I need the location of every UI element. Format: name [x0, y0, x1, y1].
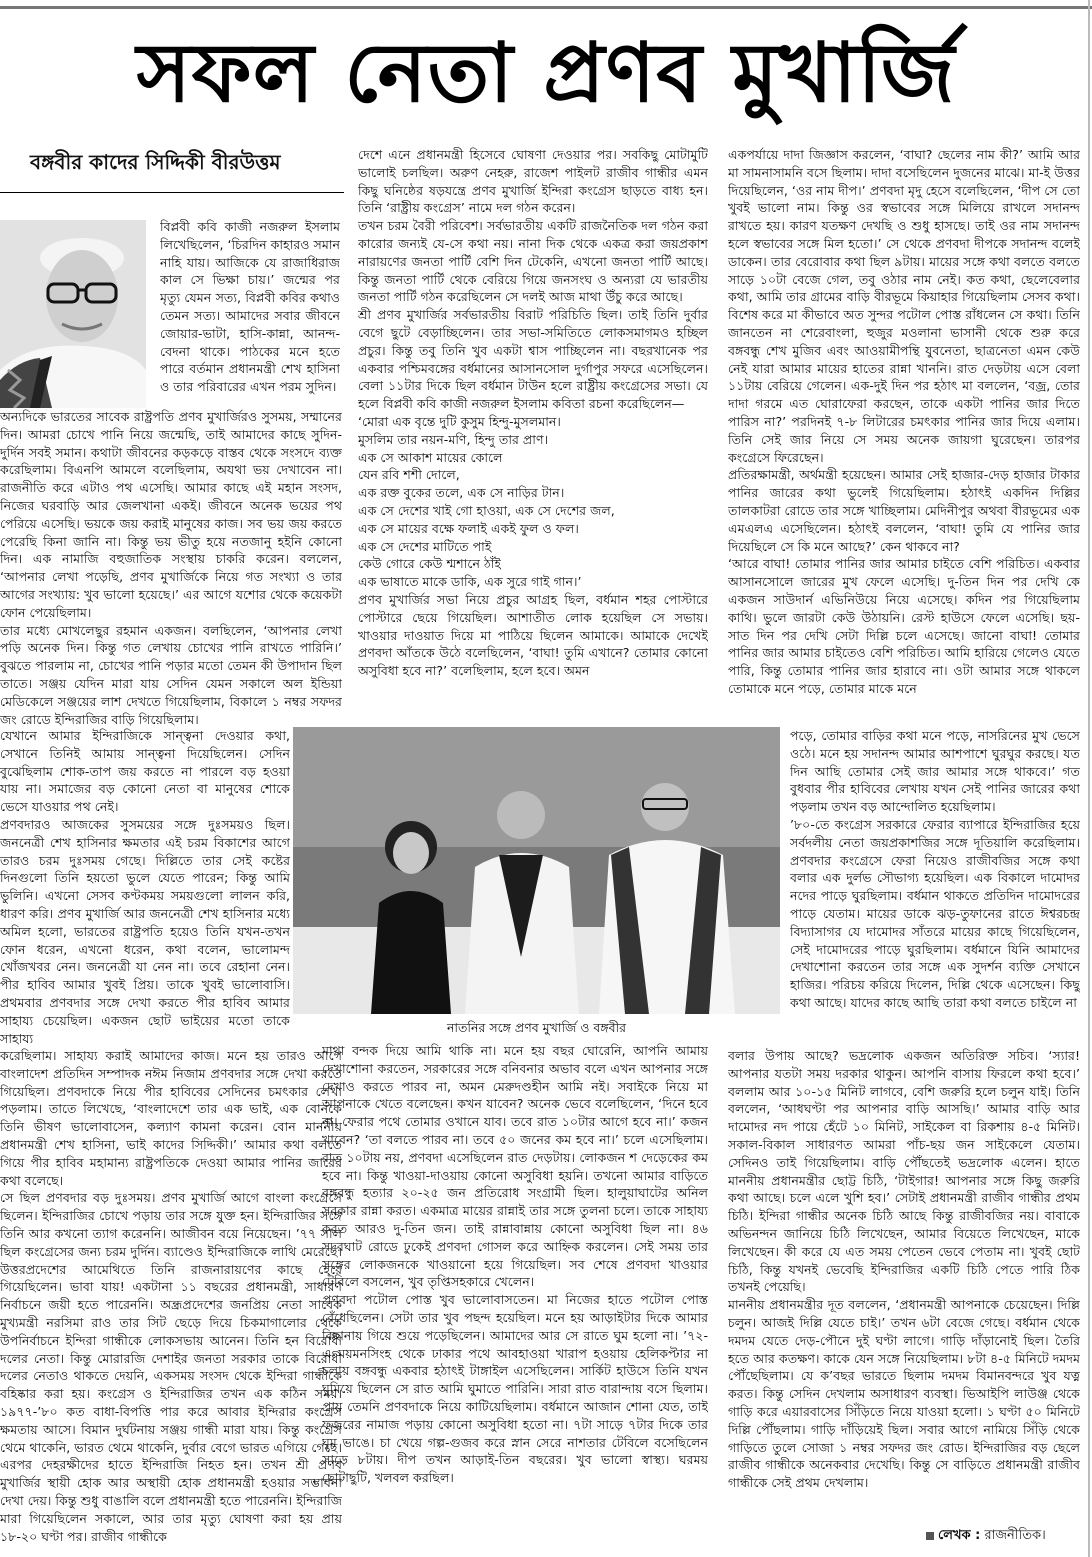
paragraph: মাথা বন্দক দিয়ে আমি থাকি না। মনে হয় বছর ঘোরেনি, আপনি আমায় দেখাশোনা করতেন, সরকারের সঙ্গে বনিবনার অভাব বলে এখন আপনার সঙ্গে দেখাও করতে পারব না, অমন মেরুদণ্ডহীন আমি নই। সবাইকে নিয়ে মা আপনাকে খেতে বলেছেন। কখন যাবেন? অনেক ভেবে বলেছিলেন, ‘দিনে হবে না। ফেরার পথে তোমার ওখানে যাব। তবে রাত ১০টার আগে হবে না।’ কজন খাবেন? ‘তা বলতে পারব না। তবে ৫০ জনের কম হবে না।’ চলে এসেছিলাম। রাত ১০টায় নয়, প্রণবদা এসেছিলেন রাত দেড়টায়। লোকজন শ দেড়েকের কম হবে না। কিন্তু খাওয়া-দাওয়ায় কোনো অসুবিধা হয়নি। তখনো আমার বাড়িতে বঙ্গবন্ধু হত্যার ২০-২৫ জন প্রতিরোধ সংগ্রামী ছিল। হালুয়াঘাটের অনিল সরকার রান্না করত। একমাত্র মায়ের রান্নাই তার সঙ্গে তুলনা চলে। তাকে সাহায্য করত আরও দু-তিন জন। তাই রান্নাবান্নায় কোনো অসুবিধা ছিল না। ৪৬ সদরঘাট রোডে ঢুকেই প্রণবদা গোসল করে আহ্নিক করলেন। সেই সময় তার সঙ্গের লোকজনকে খাওয়ানো হয়ে গিয়েছিল। সব শেষে প্রণবদা খাওয়ার টেবিলে বসলেন, খুব তৃপ্তিসহকারে খেলেন।: [322, 1043, 708, 1290]
poem-line: এক রক্ত বুকের তলে, এক সে নাড়ির টান।: [358, 485, 565, 501]
column-1-middle: [0, 727, 290, 1047]
paragraph: প্রণবদা পটোল পোস্ত খুব ভালোবাসতেন। মা নিজের হাতে পটোল পোস্ত রেঁধেছিলেন। সেটা তার খুব পছন্দ হয়েছিল। মনে হয় আড়াইটার দিকে আমার বিছানায় গিয়ে শুয়ে পড়েছিলেন। আমাদের আর সে রাতে ঘুম হলো না। ’৭২-এ ময়মনসিংহ থেকে ঢাকার পথে আবহাওয়া খারাপ হওয়ায় হেলিকপ্টার না চলায় বঙ্গবন্ধু একবার হঠাৎই টাঙ্গাইল এসেছিলেন। সার্কিট হাউসে তিনি যখন ঘুমিয়ে ছিলেন সে রাত আমি ঘুমাতে পারিনি। সারা রাত বারান্দায় বসে ছিলাম। প্রায় তেমনি প্রণবদাকে নিয়ে কাটিয়েছিলাম। বর্ধমানে আজান শোনা যেত, তাই ফজরের নামাজ পড়ায় কোনো অসুবিধা হতো না। ৭টা সাড়ে ৭টার দিকে তার ঘুম ভাঙে। চা খেয়ে গল্প-গুজব করে স্নান সেরে নাশতার টেবিলে বসেছিলেন সাড়ে ৮টায়। দীপ তখন আড়াই-তিন বছরের। খুব ভালো স্বাস্থ্য। ঘরময় ছোটাছুটি, খলবল করছিল।: [322, 1292, 708, 1486]
poem-line: এক ভাষাতে মাকে ডাকি, এক সুরে গাই গান।’: [358, 574, 582, 590]
poem-line: কেউ গোরে কেউ শ্মশানে ঠাঁই: [358, 556, 501, 572]
paragraph: বলার উপায় আছে? ভদ্রলোক একজন অতিরিক্ত সচিব। ‘স্যার! আপনার যতটা সময় দরকার থাকুন। আপনি বাসায় ফিরলে কথা হবে।’ বললাম আর ১০-১৫ মিনিট লাগবে, বেশি জরুরি হলে চলুন যাই। তিনি বললেন, ‘আধঘণ্টা পর আপনার বাড়ি আসছি।’ আমার বাড়ি আর দামোদর নদ পায়ে হেঁটে ১০ মিনিট, সাইকেল বা রিকশায় ৪-৫ মিনিট। সকাল-বিকাল সাধারণত আমরা পাঁচ-ছয় জন সাইকেলে যেতাম। সেদিনও তাই গিয়েছিলাম। বাড়ি পৌঁছতেই ভদ্রলোক এলেন। হাতে মাননীয় প্রধানমন্ত্রীর ছোট্ট চিঠি, ‘টাইগার! আপনার সঙ্গে কিছু জরুরি কথা আছে। চলে এলে খুশি হব।’ সেটাই প্রধানমন্ত্রী রাজীব গান্ধীর প্রথম চিঠি। ইন্দিরা গান্ধীর অনেক চিঠি আছে কিন্তু রাজীবজির নয়। বাবাকে অভিনন্দন জানিয়ে চিঠি লিখেছেন, আমার বিয়েতে লিখেছেন, মাকে লিখেছেন। কী করে যে এত সময় পেতেন ভেবে পেতাম না। খুবই ছোট চিঠি, কিন্তু যখনই ভেবেছি ইন্দিরাজির একটি চিঠি পেতে পারি ঠিক তখনই পেয়েছি।: [728, 1048, 1080, 1295]
portrait-illustration: [0, 220, 146, 408]
right-edge-rule: [1088, 0, 1090, 1557]
author-credit-label: লেখক :: [938, 1528, 981, 1543]
photo-caption: নাতনির সঙ্গে প্রণব মুখার্জি ও বঙ্গবীর: [446, 1020, 627, 1035]
paragraph: প্রণব মুখার্জির সভা নিয়ে প্রচুর আগ্রহ ছিল, বর্ধমান শহর পোস্টারে পোস্টারে ছেয়ে গিয়েছিল। আশাতীত লোক হয়েছিল সে সভায়। খাওয়ার দাওয়াত দিয়ে মা পাঠিয়ে ছিলেন আমাকে। আমাকে দেখেই প্রণবদা আঁতকে উঠে বলেছিলেন, ‘বাঘা! তুমি এখানে? তোমার কোনো অসুবিধা হবে না?’ বলেছিলাম, হলে হবে। অমন: [358, 591, 708, 679]
column-2-top: [358, 146, 708, 726]
poem-line: এক সে মায়ের বক্ষে ফলাই একই ফুল ও ফল।: [358, 520, 579, 536]
column-1-top: [0, 408, 342, 728]
paragraph: দেশে এনে প্রধানমন্ত্রী হিসেবে ঘোষণা দেওয়ার পর। সবকিছু মোটামুটি ভালোই চলছিল। অরুণ নেহরু, রাজেশ পাইলট রাজীব গান্ধীর এমন কিছু ঘনিষ্ঠের ষড়যন্ত্রে প্রণব মুখার্জি ইন্দিরা কংগ্রেস ছাড়তে বাধ্য হন। তিনি ‘রাষ্ট্রীয় কংগ্রেস’ নামে দল গঠন করেন।: [358, 147, 708, 216]
paragraph: অন্যদিকে ভারতের সাবেক রাষ্ট্রপতি প্রণব মুখার্জিরও সুসময়, সম্মানের দিন। আমরা চোখে পানি নিয়ে জন্মেছি, তাই আমাদের কাছে সুদিন-দুর্দিন সবই সমান। কথাটা জীবনের কড়কড়ে বাস্তব থেকে সংসদে ব্যক্ত করেছিলাম। বিএনপি আমলে বলেছিলাম, অযথা ভয় দেখাবেন না। রাজনীতি করে এটাও পথ এসেছি। আমার কাছে এই মহান সংসদ, নিজের ঘরবাড়ি আর জেলখানা একই। জীবনে অনেক ভয়ের পথ পেরিয়ে এসেছি। ভয়কে জয় করাই মানুষের কাজ। সব ভয় জয় করতে পেরেছি কিনা জানি না। কিন্তু ভয় ভীতু হয়ে নতজানু হইনি কোনো দিন। এক নামাজি বহুজাতিক সংস্থায় চাকরি করেন। বললেন, ‘আপনার লেখা পড়েছি, প্রণব মুখার্জিকে নিয়ে গত সংখ্যা ও তার আগের সংখ্যায়: খুব ভালো হয়েছে।’ এর আগে যশোর থেকে কয়েকটা ফোন পেয়েছিলাম।: [0, 409, 342, 620]
group-photo-illustration: [293, 727, 780, 1014]
group-photo: [293, 727, 780, 1014]
column-3-bottom: [728, 1047, 1080, 1519]
paragraph: ‘আরে বাঘা! তোমার পানির জার আমার চাইতে বেশি পরিচিত। একবার আসানসোলে জারের মুখ ফেলে এসেছি। দু-তিন দিন পর দেখি কে একজন সাউদার্ন এভিনিউয়ে নিয়ে এসেছে। কদিন পর গিয়েছিলাম কাথি। ভুলে জারটা কেউ উঠায়নি। রেস্ট হাউসে ফেলে এসেছি। ছয়-সাত দিন পর দেখি সেটা দিল্লি চলে এসেছে। জানো বাঘা! তোমার পানির জার আমার চাইতেও বেশি পরিচিত। আমি হারিয়ে গেলেও যেতে পারি, কিন্তু তোমার পানির জার হারাবে না। ওটা আমার সঙ্গে থাকলে তোমাকে মনে পড়ে, তোমার মাকে মনে: [728, 556, 1080, 696]
poem-line: ‘মোরা এক বৃন্তে দুটি কুসুম হিন্দু-মুসলমান।: [358, 413, 561, 429]
column-3-middle: [790, 727, 1080, 1047]
column-1-bottom: [0, 1047, 342, 1549]
paragraph: বিপ্লবী কবি কাজী নজরুল ইসলাম লিখেছিলেন, ‘চিরদিন কাহারও সমান নাহি যায়। আজিকে যে রাজাধিরাজ কাল সে ভিক্ষা চায়।’ জন্মের পর মৃত্যু যেমন সত্য, বিপ্লবী কবির কথাও তেমন সত্য। আমাদের সবার জীবনে জোয়ার-ভাটা, হাসি-কান্না, আনন্দ-বেদনা থাকে। পাঠকের মনে হতে পারে বর্তমান প্রধানমন্ত্রী শেখ হাসিনা ও তার পরিবারের এখন পরম সুদিন।: [160, 219, 340, 395]
poem-line: এক সে দেশের খাই গো হাওয়া, এক সে দেশের জল,: [358, 502, 615, 518]
column-1-intro: [160, 218, 340, 408]
paragraph: মাননীয় প্রধানমন্ত্রীর দূত বললেন, ‘প্রধানমন্ত্রী আপনাকে চেয়েছেন। দিল্লি চলুন। আজই দিল্লি যেতে চাই।’ তখন ৬টা বেজে গেছে। বর্ধমান থেকে দমদম যেতে দেড়-পৌনে দুই ঘণ্টা লাগে। গাড়ি দাঁড়ানোই ছিল। তৈরি হতে আর কতক্ষণ। কাকে যেন সঙ্গে নিয়েছিলাম। ৮টা ৪-৫ মিনিটে দমদম পৌঁছেছিলাম। যে ক’বছর ভারতে ছিলাম দমদম বিমানবন্দরে খুব যত্ন করত। কিন্তু সেদিন দেখলাম অসাধারণ ব্যবস্থা। ভিআইপি লাউঞ্জ থেকে গাড়ি করে এয়ারবাসের সিঁড়িতে নিয়ে যাওয়া হলো। ১ ঘণ্টা ৫০ মিনিটে দিল্লি পৌঁছলাম। গাড়ি দাঁড়িয়েই ছিল। সবার আগে নামিয়ে সিঁড়ি থেকে গাড়িতে তুলে সোজা ১ নম্বর সফদর জং রোড। ইন্দিরাজির বড় ছেলে রাজীব গান্ধীকে অনেকবার দেখেছি। কিন্তু সে বাড়িতে প্রধানমন্ত্রী রাজীব গান্ধীকে সেই প্রথম দেখলাম।: [728, 1297, 1080, 1491]
author-credit-value: রাজনীতিক।: [984, 1528, 1046, 1543]
bullet-square-icon: [926, 1532, 934, 1540]
paragraph: সে ছিল প্রণবদার বড় দুঃসময়। প্রণব মুখার্জি আগে বাংলা কংগ্রেসে ছিলেন। ইন্দিরাজির চোখে পড়ায় তার সঙ্গে যুক্ত হন। ইন্দিরাজির সঙ্গে তিনি আর কখনো ত্যাগ করেননি। আজীবন বয়ে নিয়েছেন। ’৭৭ সাল ছিল কংগ্রেসের জন্য চরম দুর্দিন। ব্যাণ্ডেও ইন্দিরাজিকে লাথি মেরেছে। উত্তরপ্রদেশের আমেথিতে তিনি রাজনারায়ণের কাছে হেরে গিয়েছিলেন। ভাবা যায়! একটানা ১১ বছরের প্রধানমন্ত্রী, সাধারণ নির্বাচনে জয়ী হতে পারেননি। অন্ধ্রপ্রদেশের জনপ্রিয় নেতা সাবেক মুখ্যমন্ত্রী নরসিমা রাও তার সিট ছেড়ে দিয়ে চিকমাগালোর থেকে উপনির্বাচনে ইন্দিরা গান্ধীকে লোকসভায় আনেন। তিনি হন বিরোধী দলের নেতা। কিন্তু মোরারজি দেশাইর জনতা সরকার তাকে বিরোধী দলের নেতাও থাকতে দেয়নি, একসময় সংসদ থেকে ইন্দিরা গান্ধীকে বহিষ্কার করা হয়। কংগ্রেস ও ইন্দিরাজির তখন এক কঠিন সময়। ১৯৭৭-’৮০ কত বাধা-বিপত্তি পার করে আবার ইন্দিরার কংগ্রেস ক্ষমতায় আসে। বিমান দুর্ঘটনায় সঞ্জয় গান্ধী মারা যায়। কিন্তু কংগ্রেস থেমে থাকেনি, ভারত থেমে থাকেনি, দুর্বার বেগে ভারত এগিয়ে গেছে। এরপর দেহরক্ষীদের হাতে ইন্দিরাজি নিহত হন। তখন শ্রী প্রণব মুখার্জির স্থায়ী হোক আর অস্থায়ী হোক প্রধানমন্ত্রী হওয়ার সম্ভাবনা দেখা দেয়। কিন্তু শুধু বাঙালি বলে প্রধানমন্ত্রী হতে পারেননি। ইন্দিরাজি মারা গিয়েছিলেন সকালে, আর তার মৃত্যু ঘোষণা করা হয় প্রায় ১৮-২০ ঘণ্টা পর। রাজীব গান্ধীকে: [0, 1190, 342, 1544]
paragraph: একপর্যায়ে দাদা জিজ্ঞাস করলেন, ‘বাঘা? ছেলের নাম কী?’ আমি আর মা সামনাসামনি বসে ছিলাম। দাদা বসেছিলেন দুজনের মাঝে। মা-ই উত্তর দিয়েছিলেন, ‘ওর নাম দীপ।’ প্রণবদা মৃদু হেসে বলেছিলেন, ‘দীপ সে তো খুবই ভালো নাম। কিন্তু ওর স্বভাবের সঙ্গে মিলিয়ে রাখলে সদানন্দ রাখতে হয়। কারণ যতক্ষণ দেখছি ও শুধু হাসছে। তাই ওর নাম সদানন্দ হলে স্বভাবের সঙ্গে মিল হতো।’ সে থেকে প্রণবদা দীপকে সদানন্দ বলেই ডাকেন। তার বেরোবার কথা ছিল ৯টায়। মায়ের সঙ্গে কথা বলতে বলতে সাড়ে ১০টা বেজে গেল, তবু ওঠার নাম নেই। কত কথা, ছেলেবেলার কথা, আমি তার গ্রামের বাড়ি বীরভূমে কিয়াহার গিয়েছিলাম সেসব কথা। বিশেষ করে মা কীভাবে অত সুন্দর পটোল পোস্ত রাঁধলেন সে কথা। তিনি জানতেন না শেরেবাংলা, হুজুর মওলানা ভাসানী থেকে শুরু করে বঙ্গবন্ধু শেখ মুজিব এবং আওয়ামীপন্থি যুবনেতা, ছাত্রনেতা এমন কেউ নেই যারা আমার মায়ের হাতের রান্না খাননি। রাত দেড়টায় এসে বেলা ১১টায় বেরিয়ে গেলেন। এক-দুই দিন পর হঠাৎ মা বললেন, ‘বজ্র, তোর দাদা গরমে এত ঘোরাফেরা করছেন, তাকে একটা পানির জার দিতে পারিস না?’ পরদিনই ৭-৮ লিটারের চমৎকার পানির জার দিয়ে এলাম। তিনি সেই জার নিয়ে সে সময় অনেক জায়গা ঘুরেছেন। তারপর কংগ্রেসে ফিরেছেন।: [728, 147, 1080, 465]
author-credit: [926, 1524, 1086, 1548]
paragraph: তখন চরম বৈরী পরিবেশ। সর্বভারতীয় একটি রাজনৈতিক দল গঠন করা কারোর জন্যই যে-সে কথা নয়। নানা দিক থেকে একত্র করা জয়প্রকাশ নারায়ণের জনতা পার্টি বেশি দিন টেকেনি, এখনো জনতা পার্টি আছে। কিন্তু জনতা পার্টি থেকে বেরিয়ে গিয়ে জনসংঘ ও অন্যরা যে ভারতীয় জনতা পার্টি গঠন করেছিলেন সে দলই আজ মাথা উঁচু করে আছে।: [358, 218, 708, 305]
paragraph: যেখানে আমার ইন্দিরাজিকে সান্ত্বনা দেওয়ার কথা, সেখানে তিনিই আমায় সান্ত্বনা দিয়েছিলেন। সেদিন বুঝেছিলাম শোক-তাপ জয় করতে না পারলে বড় হওয়া যায় না। সমাজের বড় কোনো নেতা বা মানুষের শোকে ভেসে যাওয়ার পথ নেই।: [0, 728, 290, 815]
author-portrait-photo: [0, 220, 146, 408]
paragraph: ’৮০-তে কংগ্রেস সরকারে ফেরার ব্যাপারে ইন্দিরাজির হয়ে সর্বদলীয় নেতা জয়প্রকাশজির সঙ্গে দূতিয়ালি করেছিলাম। প্রণবদার কংগ্রেসে ফেরা নিয়েও রাজীবজির সঙ্গে কথা বলার এক দুর্লভ সৌভাগ্য হয়েছিল। এক বিকালে দামোদর নদের পাড়ে ঘুরছিলাম। বর্ধমান থাকতে প্রতিদিন দামোদরের পাড়ে যেতাম। মায়ের ডাকে ঝড়-তুফানের রাতে ঈশ্বরচন্দ্র বিদ্যাসাগর যে দামোদর সাঁতরে মায়ের কাছে গিয়েছিলেন, সেই দামোদরের পাড়ে ঘুরছিলাম। বর্ধমানে যিনি আমাদের দেখাশোনা করতেন তার সঙ্গে এক সুদর্শন ব্যক্তি সেখানে হাজির। পরিচয় করিয়ে দিলেন, দিল্লি থেকে এসেছেন। কিছু কথা আছে। যাদের কাছে আছি তারা কথা বলতে চাইলে না: [790, 816, 1080, 1010]
byline: বঙ্গবীর কাদের সিদ্দিকী বীরউত্তম: [30, 150, 281, 174]
paragraph: শ্রী প্রণব মুখার্জির সর্বভারতীয় বিরাট পরিচিতি ছিল। তাই তিনি দুর্বার বেগে ছুটে বেড়াচ্ছিলেন। তার সভা-সমিতিতে লোকসমাগমও হচ্ছিল প্রচুর। কিন্তু তবু তিনি খুব একটা শ্বাস পাচ্ছিলেন না। বছরখানেক পর একবার পশ্চিমবঙ্গের বর্ধমানের আসানসোল দুর্গাপুর সফরে এসেছিলেন। বেলা ১১টার দিকে ছিল বর্ধমান টাউন হলে রাষ্ট্রীয় কংগ্রেসের সভা। যে হলে বিপ্লবী কবি কাজী নজরুল ইসলাম কবিতা রচনা করেছিলেন—: [358, 307, 708, 412]
paragraph: তার মধ্যে মোখলেছুর রহমান একজন। বলছিলেন, ‘আপনার লেখা পড়ি অনেক দিন। কিন্তু গত লেখায় চোখের পানি রাখতে পারিনি।’ বুঝতে পারলাম না, চোখের পানি পড়ার মতো তেমন কী উপাদান ছিল তাতে। সঞ্জয় যেদিন মারা যায় সেদিন যেমন সকালে অল ইন্ডিয়া মেডিকেলে সঞ্জয়ের লাশ দেখতে গিয়েছিলাম, বিকালে ১ নম্বর সফদর জং রোডে ইন্দিরাজির বাড়ি গিয়েছিলাম।: [0, 622, 342, 727]
poem-line: মুসলিম তার নয়ন-মণি, হিন্দু তার প্রাণ।: [358, 431, 549, 447]
poem-line: এক সে আকাশ মায়ের কোলে: [358, 449, 503, 465]
poem-line: যেন রবি শশী দোলে,: [358, 467, 460, 483]
paragraph: প্রতিরক্ষামন্ত্রী, অর্থমন্ত্রী হয়েছেন। আমার সেই হাজার-দেড় হাজার টাকার পানির জারের কথা ভুলেই গিয়েছিলাম। হঠাৎই একদিন দিল্লির তালকাটরা রোডে তার সঙ্গে খাচ্ছিলাম। মেদিনীপুর অথবা বীরভূমের এক এমএলএ এসেছিলেন। হঠাৎই বললেন, ‘বাঘা! তুমি যে পানির জার দিয়েছিলে সে কি মনে আছে?’ কেন থাকবে না?: [728, 467, 1080, 554]
paragraph: করেছিলাম। সাহায্য করাই আমাদের কাজ। মনে হয় তারও আগে বাংলাদেশ প্রতিদিন সম্পাদক নঈম নিজাম প্রণবদার সঙ্গে দেখা করতে গিয়েছিল। প্রণবদাকে নিয়ে পীর হাবিবের সেদিনের চমৎকার লেখা পড়লাম। তাতে লিখেছে, ‘বাংলাদেশে তার এক ভাই, এক বোনকে তিনি ভীষণ ভালোবাসেন, কল্যাণ কামনা করেন। বোন মাননীয় প্রধানমন্ত্রী শেখ হাসিনা, ভাই কাদের সিদ্দিকী।’ আমার কথা বলতে গিয়ে পীর হাবিব মহামান্য রাষ্ট্রপতিকে দেওয়া আমার পানির জারের কথা বলেছে।: [0, 1048, 342, 1188]
top-rule: [0, 6, 1092, 9]
column-3-top: [728, 146, 1080, 726]
byline-rule: [0, 192, 344, 193]
poem-line: এক সে দেশের মাটিতে পাই: [358, 538, 492, 554]
headline: সফল নেতা প্রণব মুখার্জি: [136, 25, 956, 121]
paragraph: পড়ে, তোমার বাড়ির কথা মনে পড়ে, নাসরিনের মুখ ভেসে ওঠে। মনে হয় সদানন্দ আমার আশপাশে ঘুরঘুর করছে। যত দিন আছি তোমার সেই জার আমার সঙ্গে থাকবে।’ গত বুধবার পীর হাবিবের লেখায় যখন সেই পানির জারের কথা পড়লাম তখন বড় আন্দোলিত হয়েছিলাম।: [790, 728, 1080, 815]
column-2-bottom: [322, 1042, 708, 1549]
paragraph: প্রণবদারও আজকের সুসময়ের সঙ্গে দুঃসময়ও ছিল। জননেত্রী শেখ হাসিনার ক্ষমতার এই চরম বিকাশের আগে তারও চরম দুঃসময় গেছে। দিল্লিতে তার সেই কষ্টের দিনগুলো তিনি হয়তো ভুলে যেতে পারেন; কিন্তু আমি ভুলিনি। এখনো সেসব কণ্টকময় সময়গুলো লালন করি, ধারণ করি। প্রণব মুখার্জি আর জননেত্রী শেখ হাসিনার মধ্যে অমিল হলো, ভারতের রাষ্ট্রপতি হয়েও তিনি যখন-তখন ফোন ধরেন, এখনো ধরেন, কথা বলেন, ভালোমন্দ খোঁজখবর নেন। জননেত্রী যা নেন না। তবে রেহানা নেন। পীর হাবিব আমার খুবই প্রিয়। তাকে খুবই ভালোবাসি। প্রথমবার প্রণবদার সঙ্গে দেখা করতে পীর হাবিব আমার সাহায্য চেয়েছিল। একজন ছোট ভাইয়ের মতো তাকে সাহায্য: [0, 816, 290, 1046]
